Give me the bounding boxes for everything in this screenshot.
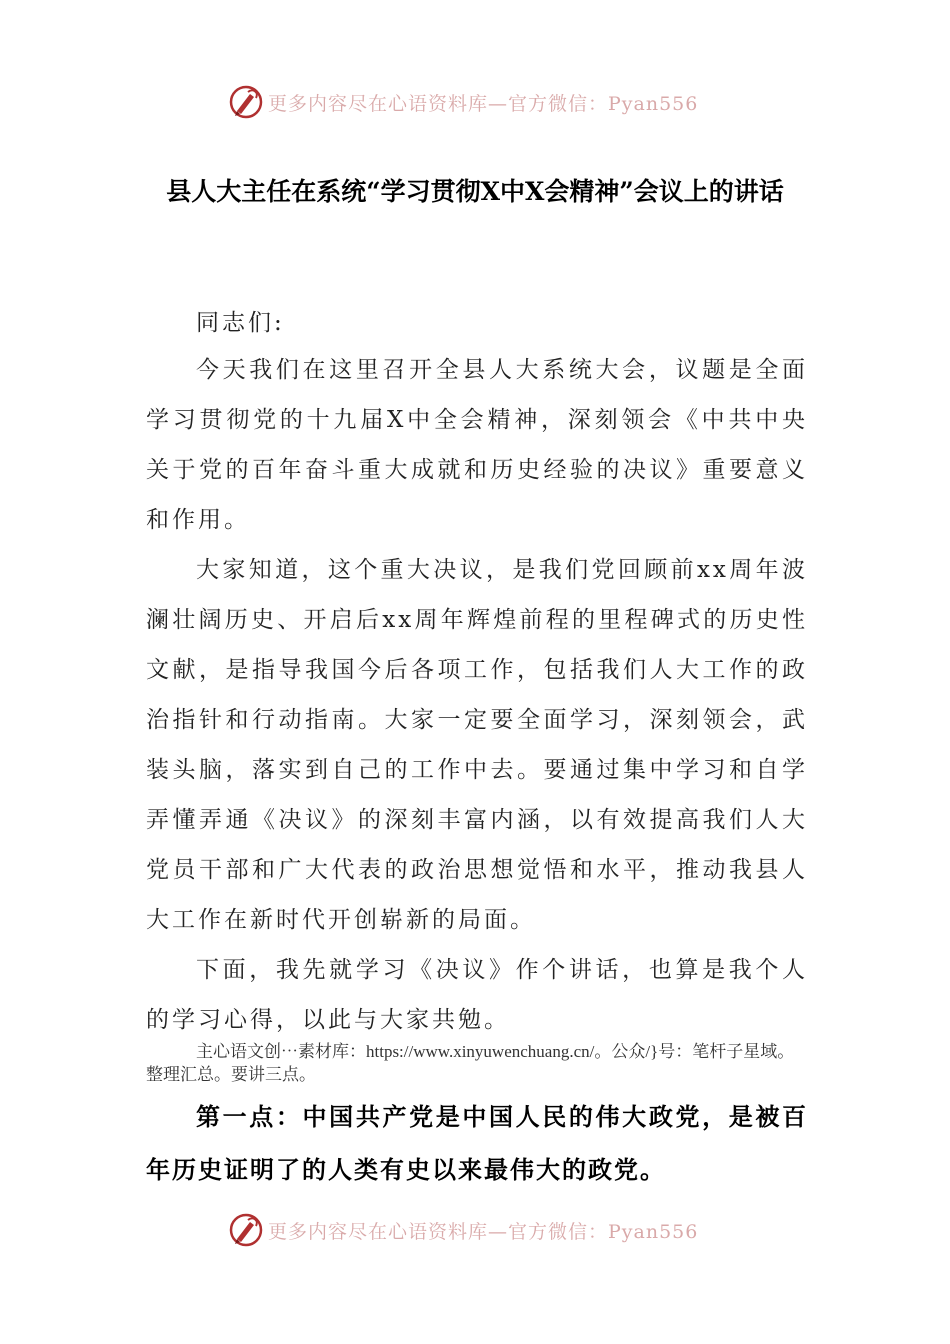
source-note: 主心语文创⋯素材库：https://www.xinyuwenchuang.cn/。公众/}号：笔杆子星域。整理汇总。要讲三点。 (146, 1042, 795, 1084)
watermark-banner-top (228, 82, 698, 122)
pen-logo-icon (228, 84, 264, 120)
document-title: 县人大主任在系统“学习贯彻X中X会精神”会议上的讲话 (166, 177, 784, 206)
greeting: 同志们: (196, 310, 285, 336)
paragraph-3: 下面，我先就学习《决议》作个讲话，也算是我个人的学习心得，以此与大家共勉。 (146, 957, 808, 1033)
banner-text: 更多内容尽在心语资料库—官方微信：Pyan556 (268, 92, 699, 115)
section-heading-1: 第一点：中国共产党是中国人民的伟大政党，是被百年历史证明了的人类有史以来最伟大的政党。 (146, 1102, 808, 1184)
paragraph-2: 大家知道，这个重大决议，是我们党回顾前xx周年波澜壮阔历史、开启后xx周年辉煌前程的里程碑式的历史性文献，是指导我国今后各项工作，包括我们人大工作的政治指针和行动指南。大家一定要全面学习，深刻领会，武装头脑，落实到自己的工作中去。要通过集中学习和自学弄懂弄通《决议》的深刻丰富内涵，以有效提高我们人大党员干部和广大代表的政治思想觉悟和水平，推动我县人大工作在新时代开创崭新的局面。 (146, 557, 808, 933)
banner-text: 更多内容尽在心语资料库—官方微信：Pyan556 (268, 1220, 699, 1243)
pen-logo-icon (228, 1212, 264, 1248)
watermark-banner-bottom (228, 1210, 698, 1250)
paragraph-1: 今天我们在这里召开全县人大系统大会，议题是全面学习贯彻党的十九届X中全会精神，深刻领会《中共中央关于党的百年奋斗重大成就和历史经验的决议》重要意义和作用。 (146, 357, 808, 533)
